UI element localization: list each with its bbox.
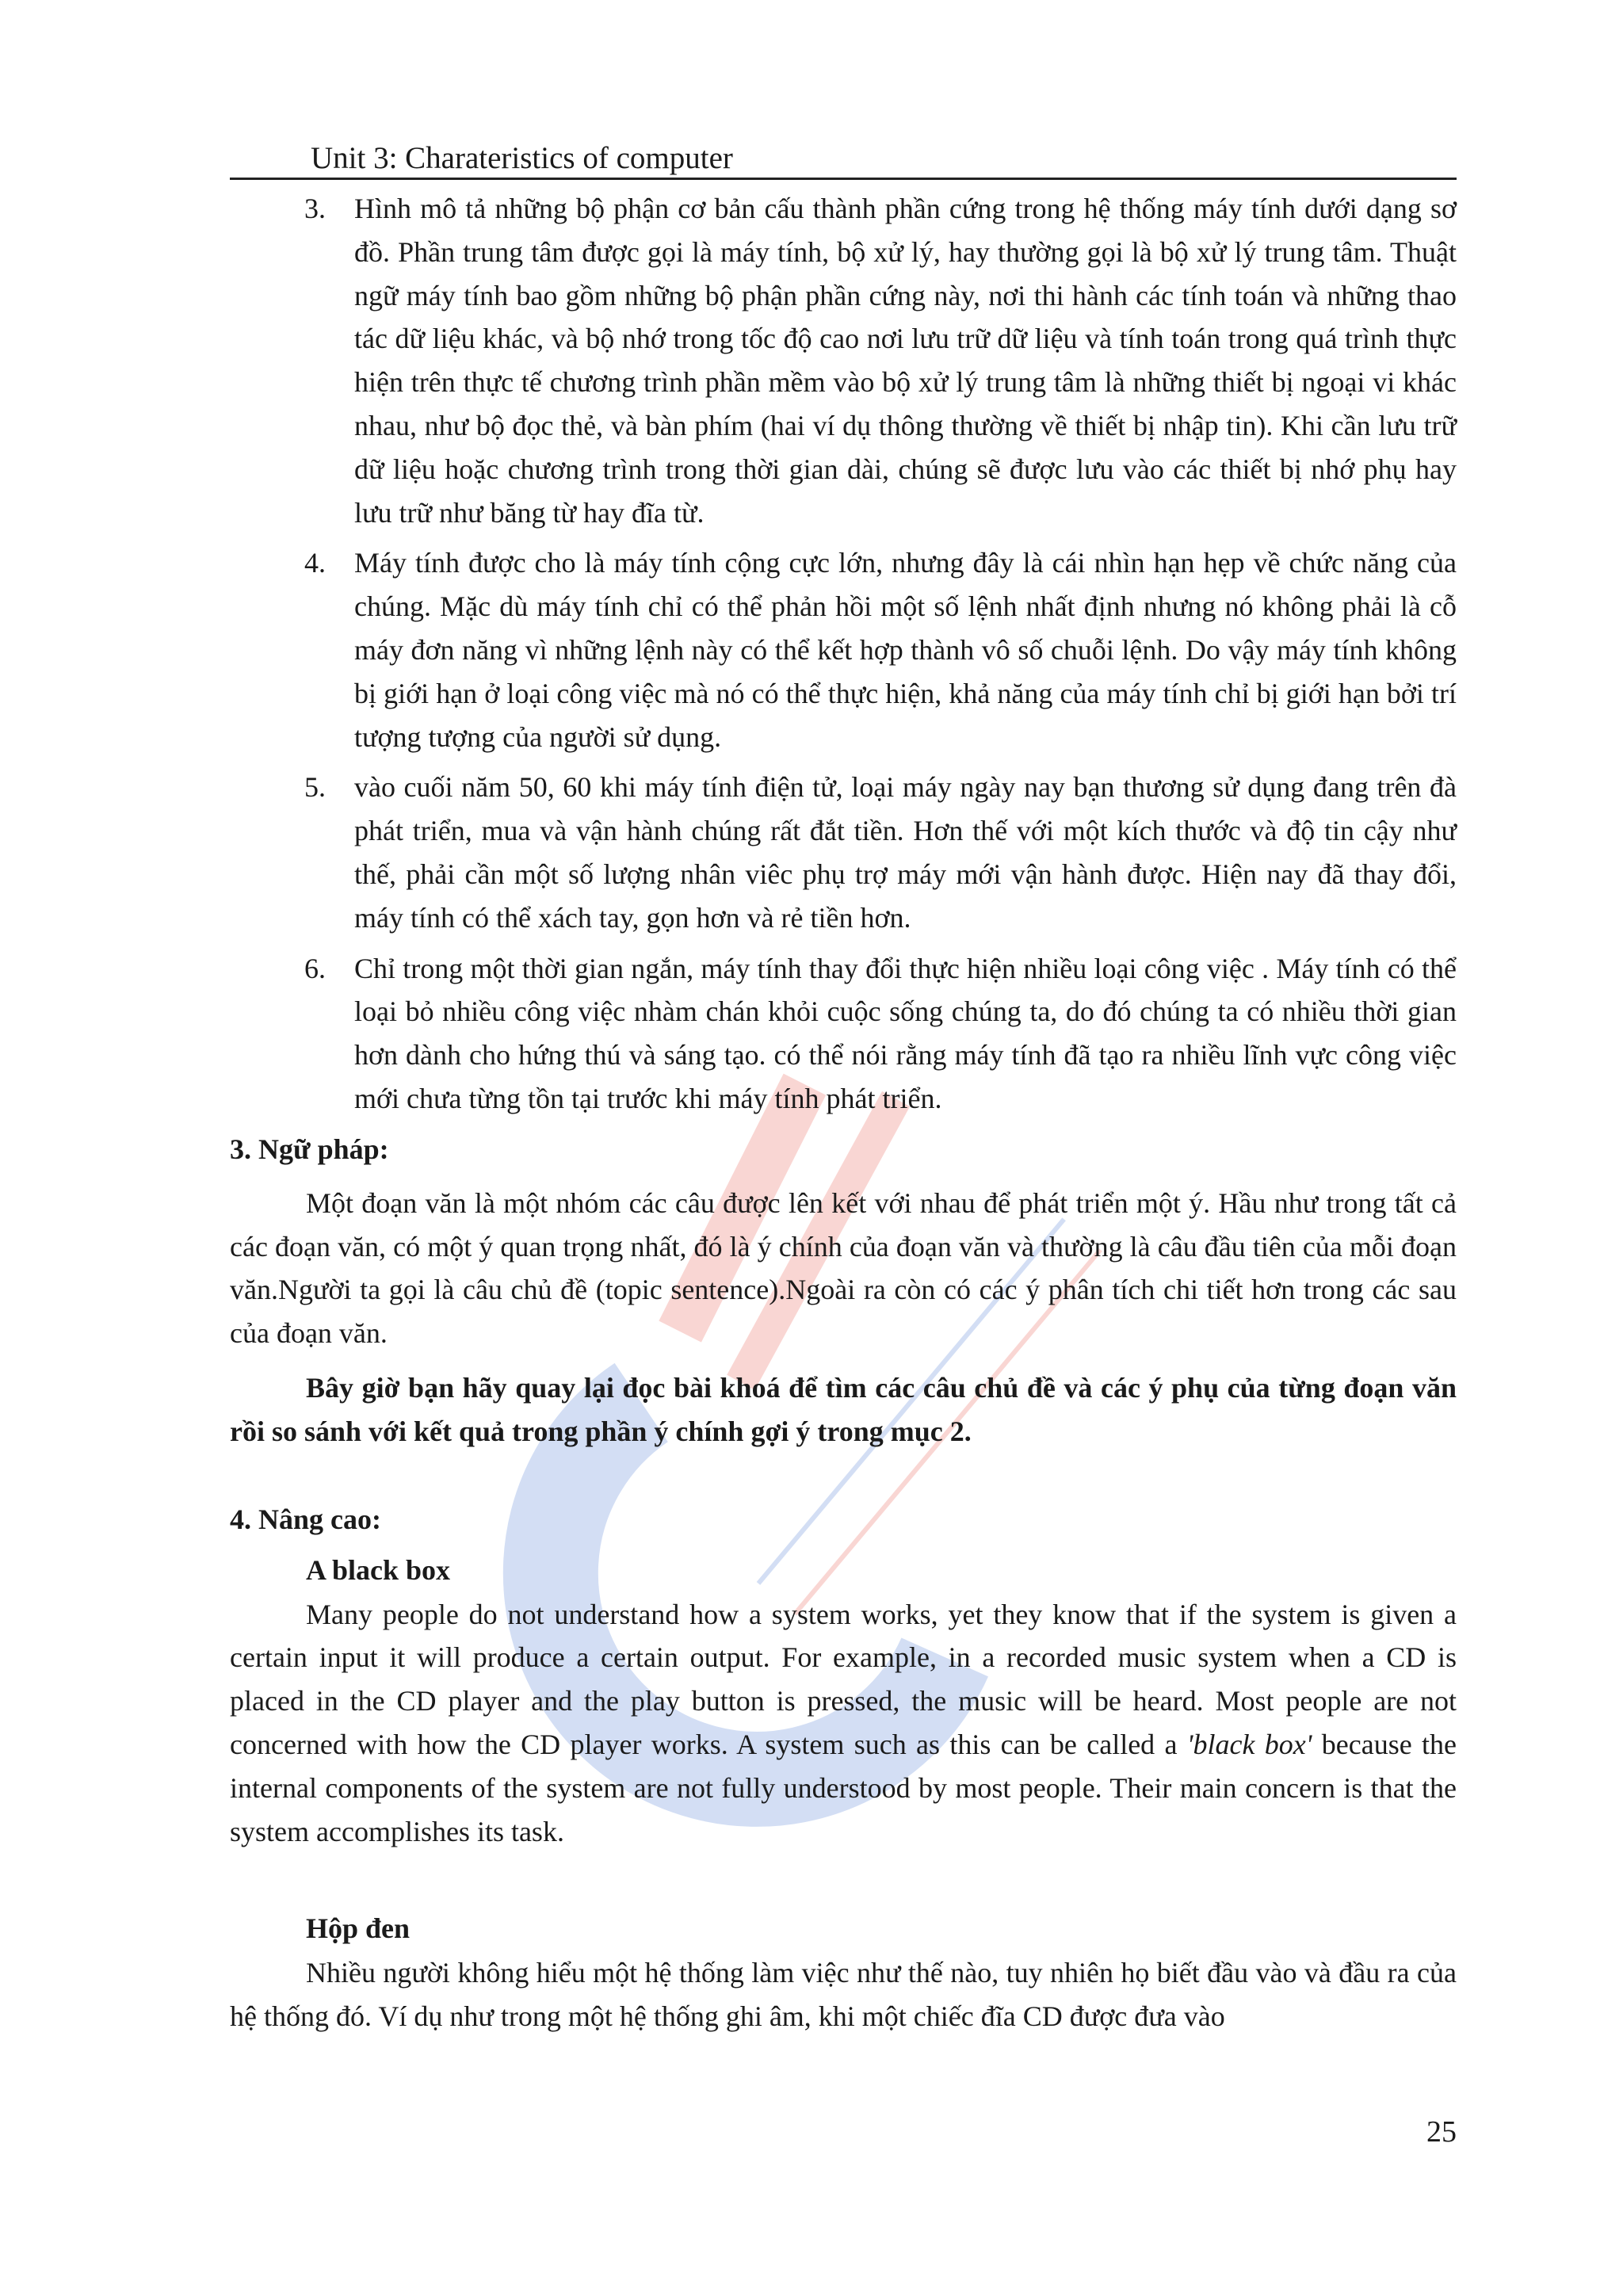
list-item xyxy=(230,541,1457,758)
english-text-after: because the internal components of the system are not fully understood by most people. Their main concern is that the system accomplishes its task. xyxy=(230,1728,1457,1847)
grammar-paragraph: Một đoạn văn là một nhóm các câu được lên kết với nhau để phát triển một ý. Hầu như trong tất cả các đoạn văn, có một ý quan trọng nhất, đó là ý chính của đoạn văn và thường là câu đầu tiên của mỗi đoạn văn.Người ta gọi là câu chủ đề (topic sentence).Ngoài ra còn có các ý phân tích chi tiết hơn trong các sau của đoạn văn. xyxy=(230,1186,1457,1350)
english-text-before: Many people do not understand how a system works, yet they know that if the system is given a certain input it will produce a certain output. For example, in a recorded music system when a CD is placed in the CD player and the play button is pressed, the music will be heard. Most people are not concerned with how the CD player works. A system such as this can be called a xyxy=(230,1598,1457,1760)
list-item-number: 4. xyxy=(304,547,326,579)
list-item-text: Chỉ trong một thời gian ngắn, máy tính thay đổi thực hiện nhiều loại công việc . Máy tính có thể loại bỏ nhiều công việc nhàm chán khỏi cuộc sống chúng ta, do đó chúng ta có nhiều thời gian hơn dành cho hứng thú và sáng tạo. có thể nói rằng máy tính đã tạo ra nhiều lĩnh vực công việc mới chưa từng tồn tại trước khi máy tính phát triển. xyxy=(354,952,1457,1114)
list-item-text: Máy tính được cho là máy tính cộng cực lớn, nhưng đây là cái nhìn hạn hẹp về chức năng của chúng. Mặc dù máy tính chỉ có thể phản hồi một số lệnh nhất định nhưng nó không phải là cỗ máy đơn năng vì những lệnh này có thể kết hợp thành vô số chuỗi lệnh. Do vậy máy tính không bị giới hạn ở loại công việc mà nó có thể thực hiện, khả năng của máy tính chỉ bị giới hạn bởi trí tượng tượng của người sử dụng. xyxy=(354,547,1457,753)
header-divider xyxy=(230,178,1457,180)
page-number: 25 xyxy=(1426,2115,1457,2149)
page-content xyxy=(230,187,1457,2038)
running-header: Unit 3: Charateristics of computer xyxy=(311,141,733,175)
list-item-text: Hình mô tả những bộ phận cơ bản cấu thành phần cứng trong hệ thống máy tính dưới dạng sơ đồ. Phần trung tâm được gọi là máy tính, bộ xử lý, hay thường gọi là bộ xử lý trung tâm. Thuật ngữ máy tính bao gồm những bộ phận phần cứng này, nơi thi hành các tính toán và những thao tác dữ liệu khác, và bộ nhớ trong tốc độ cao nơi lưu trữ dữ liệu và tính toán trong quá trình thực hiện trên thực tế chương trình phần mềm vào bộ xử lý trung tâm là những thiết bị ngoại vi khác nhau, như bộ đọc thẻ, và bàn phím (hai ví dụ thông thường về thiết bị nhập tin). Khi cần lưu trữ dữ liệu hoặc chương trình trong thời gian dài, chúng sẽ được lưu vào các thiết bị nhớ phụ hay lưu trữ như băng từ hay đĩa từ. xyxy=(354,193,1457,529)
list-item-number: 3. xyxy=(304,193,326,224)
list-item xyxy=(230,187,1457,534)
english-text-italic: 'black box' xyxy=(1186,1728,1312,1760)
grammar-heading: 3. Ngữ pháp: xyxy=(230,1133,389,1165)
list-item xyxy=(230,947,1457,1121)
english-reading-title: A black box xyxy=(306,1553,451,1586)
vietnamese-reading-paragraph: Nhiều người không hiểu một hệ thống làm việc như thế nào, tuy nhiên họ biết đầu vào và đầu ra của hệ thống đó. Ví dụ như trong một hệ thống ghi âm, khi một chiếc đĩa CD được đưa vào xyxy=(230,1957,1457,2033)
list-item-number: 6. xyxy=(304,952,326,984)
english-reading-paragraph xyxy=(230,1593,1457,1854)
grammar-instruction: Bây giờ bạn hãy quay lại đọc bài khoá để tìm các câu chủ đề và các ý phụ của từng đoạn văn rồi so sánh với kết quả trong phần ý chính gợi ý trong mục 2. xyxy=(230,1371,1457,1447)
list-item xyxy=(230,766,1457,939)
list-item-number: 5. xyxy=(304,771,326,804)
vietnamese-reading-title: Hộp đen xyxy=(306,1912,411,1945)
translation-list xyxy=(230,187,1457,1121)
advanced-heading: 4. Nâng cao: xyxy=(230,1503,381,1535)
list-item-text: vào cuối năm 50, 60 khi máy tính điện tử, loại máy ngày nay bạn thương sử dụng đang trên đà phát triển, mua và vận hành chúng rất đắt tiền. Hơn thế với một kích thước và độ tin cậy như thế, phải cần một số lượng nhân viêc phụ trợ máy mới vận hành được. Hiện nay đã thay đổi, máy tính có thể xách tay, gọn hơn và rẻ tiền hơn. xyxy=(354,771,1457,934)
